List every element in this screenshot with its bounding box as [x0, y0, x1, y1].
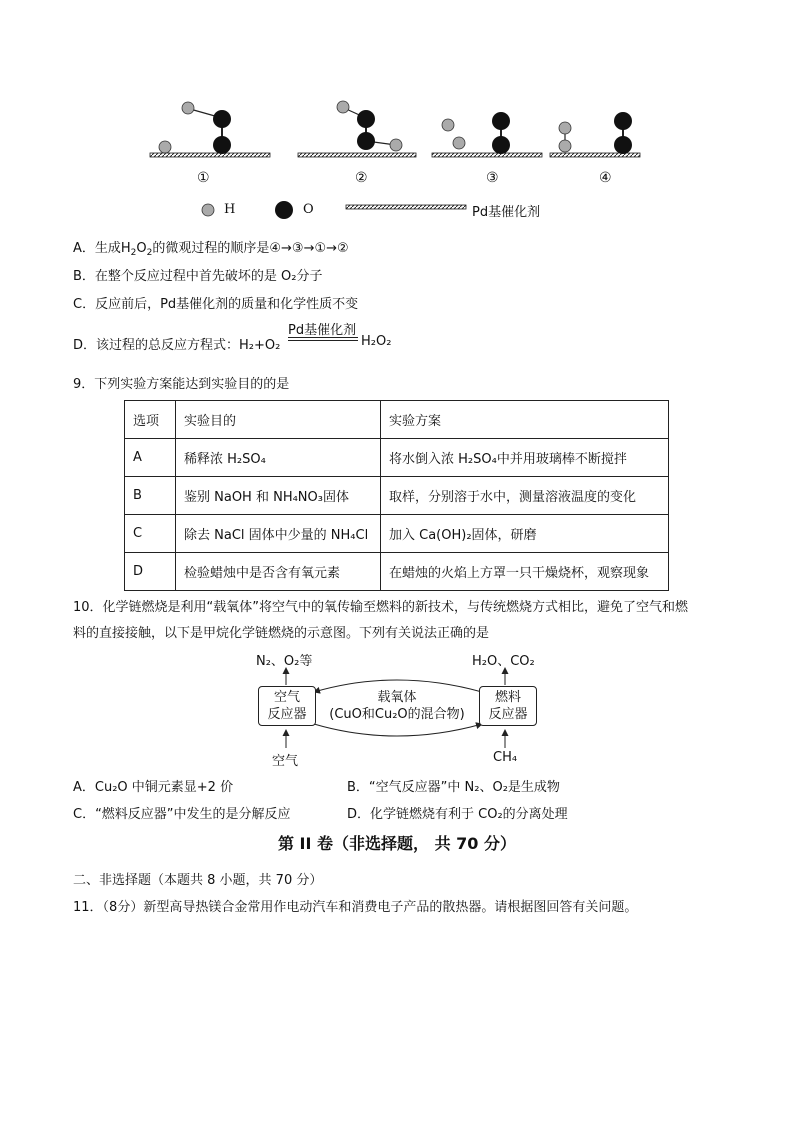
- reaction-product: H₂O₂: [361, 334, 392, 349]
- panel-label-3: ③: [486, 170, 499, 186]
- row-c-option: C: [125, 515, 176, 553]
- fuel-reactor-box: [479, 686, 537, 726]
- air-reactor-output: N₂、O₂等: [256, 654, 313, 669]
- q9-stem: 9．下列实验方案能达到实验目的的是: [73, 377, 290, 392]
- row-a-purpose: 稀释浓 H₂SO₄: [176, 439, 381, 477]
- air-input: 空气: [272, 754, 299, 769]
- legend-o-icon: [275, 201, 293, 219]
- row-d-purpose: 检验蜡烛中是否含有氧元素: [176, 553, 381, 591]
- q8-option-a: A．生成$H_2O_2$的微观过程的顺序是④→③→①→②: [73, 241, 349, 258]
- q10-stem-line1: 10．化学链燃烧是利用“载氧体”将空气中的氧传输至燃料的新技术，与传统燃烧方式相比，避免了空气和燃: [73, 600, 689, 615]
- row-c-plan: 加入 Ca(OH)₂固体，研磨: [381, 515, 669, 553]
- row-d-plan: 在蜡烛的火焰上方罩一只干燥烧杯，观察现象: [381, 553, 669, 591]
- methane-input: CH₄: [493, 750, 518, 765]
- legend-h-icon: [202, 204, 214, 216]
- table-row: [125, 553, 669, 591]
- catalyst-reaction-figure: [140, 95, 660, 225]
- q8-option-b: B．在整个反应过程中首先破坏的是 O₂分子: [73, 269, 323, 284]
- q10-option-c: C．“燃料反应器”中发生的是分解反应: [73, 807, 291, 822]
- panel-1-diagram: [150, 102, 270, 157]
- header-plan: 实验方案: [381, 401, 669, 439]
- row-b-plan: 取样，分别溶于水中，测量溶液温度的变化: [381, 477, 669, 515]
- panel-3-diagram: [432, 112, 542, 157]
- row-b-option: B: [125, 477, 176, 515]
- equation-line-bottom: [288, 340, 358, 341]
- panel-label-1: ①: [197, 170, 210, 186]
- q10-stem-line2: 料的直接接触，以下是甲烷化学链燃烧的示意图。下列有关说法正确的是: [73, 626, 490, 641]
- table-row: [125, 439, 669, 477]
- row-a-plan: 将水倒入浓 H₂SO₄中并用玻璃棒不断搅拌: [381, 439, 669, 477]
- q8-option-d: D．该过程的总反应方程式：H₂+O₂: [73, 338, 281, 353]
- section-2-subtitle: 二、非选择题（本题共 8 小题，共 70 分）: [73, 873, 323, 888]
- section-2-title: 第 II 卷（非选择题， 共 70 分）: [277, 834, 517, 853]
- oxygen-carrier-label: [318, 689, 476, 723]
- air-reactor-label-2: 反应器: [267, 707, 307, 722]
- fuel-reactor-output: H₂O、CO₂: [472, 654, 535, 669]
- fuel-reactor-label-1: 燃料: [494, 690, 521, 705]
- row-d-option: D: [125, 553, 176, 591]
- q10-option-d: D．化学链燃烧有利于 CO₂的分离处理: [347, 807, 568, 822]
- legend-o-label: O: [303, 202, 314, 217]
- equation-line-top: [288, 337, 358, 338]
- table-header-row: [125, 401, 669, 439]
- row-a-option: A: [125, 439, 176, 477]
- fuel-reactor-label-2: 反应器: [488, 707, 528, 722]
- carrier-line-1: 载氧体: [377, 690, 417, 705]
- row-c-purpose: 除去 NaCl 固体中少量的 NH₄Cl: [176, 515, 381, 553]
- q11-stem: 11．（8分）新型高导热镁合金常用作电动汽车和消费电子产品的散热器。请根据图回答有关问题。: [73, 900, 638, 915]
- header-purpose: 实验目的: [176, 401, 381, 439]
- table-row: [125, 515, 669, 553]
- q10-option-b: B．“空气反应器”中 N₂、O₂是生成物: [347, 780, 560, 795]
- experiment-table: [124, 400, 669, 591]
- row-b-purpose: 鉴别 NaOH 和 NH₄NO₃固体: [176, 477, 381, 515]
- legend-h-label: H: [224, 202, 236, 217]
- air-reactor-box: [258, 686, 316, 726]
- table-row: [125, 477, 669, 515]
- reaction-condition: Pd基催化剂: [288, 323, 357, 338]
- carrier-line-2: (CuO和Cu₂O的混合物): [329, 707, 465, 722]
- q10-option-a: A．Cu₂O 中铜元素显+2 价: [73, 780, 234, 795]
- panel-2-diagram: [298, 101, 416, 157]
- panel-label-4: ④: [599, 170, 612, 186]
- air-reactor-label-1: 空气: [273, 690, 300, 705]
- legend-catalyst-icon: [346, 205, 466, 209]
- legend-catalyst-label: Pd基催化剂: [472, 205, 541, 220]
- q8-option-c: C．反应前后，Pd基催化剂的质量和化学性质不变: [73, 297, 359, 312]
- panel-4-diagram: [550, 112, 640, 157]
- panel-label-2: ②: [355, 170, 368, 186]
- header-option: 选项: [125, 401, 176, 439]
